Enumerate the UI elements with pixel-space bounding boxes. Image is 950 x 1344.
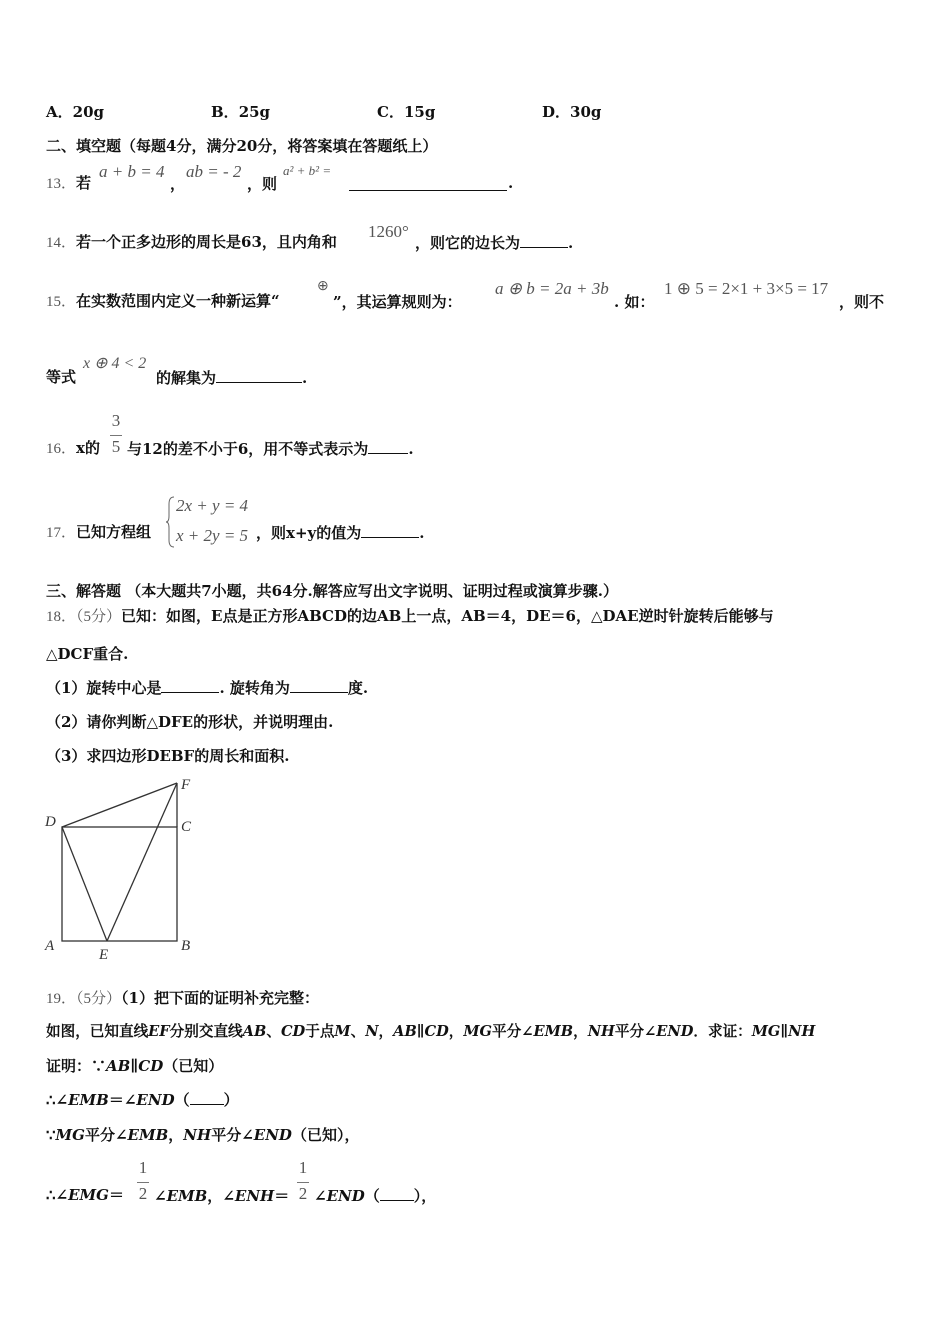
q17-answer-blank[interactable] <box>361 523 419 538</box>
q19-reason-blank-2[interactable] <box>380 1186 414 1201</box>
option-a: A．20g <box>46 103 105 121</box>
q17-equation-2: x + 2y = 5 <box>176 526 249 545</box>
question-15: 15．在实数范围内定义一种新运算“ <box>46 292 280 310</box>
section-2-title: 二、填空题（每题4分，满分20分，将答案填在答题纸上） <box>46 137 438 155</box>
q13-end: . <box>508 174 514 192</box>
label-e: E <box>99 947 109 963</box>
q17-equation-1: 2x + y = 4 <box>176 496 249 515</box>
q18-center-blank[interactable] <box>161 678 219 693</box>
square-figure <box>40 770 210 965</box>
q18-part-3: （3）求四边形DEBF的周长和面积. <box>46 747 290 765</box>
q13-eq2: ab = - 2 <box>186 162 242 181</box>
question-18-line2: △DCF重合. <box>46 645 129 663</box>
q15-inequality: x ⊕ 4 < 2 <box>83 355 147 372</box>
q13-sep: ， <box>170 175 186 193</box>
q19-proof-line-4b: ∠EMB，∠ENH＝ <box>154 1187 290 1205</box>
q16-text: 与12的差不小于6，用不等式表示为 . <box>127 440 414 458</box>
q16-frac-bar <box>110 435 122 436</box>
q17-brace <box>166 496 176 548</box>
segment-ef <box>107 783 177 941</box>
q16-frac-num: 3 <box>111 411 121 430</box>
q18-angle-blank[interactable] <box>290 678 348 693</box>
question-15-cont: 等式 <box>46 368 77 386</box>
q15-answer-blank[interactable] <box>216 368 302 383</box>
q19-reason-blank-1[interactable] <box>190 1090 224 1105</box>
q18-part-2: （2）请你判断△DFE的形状，并说明理由. <box>46 713 334 731</box>
square-abcd <box>62 827 177 941</box>
question-17: 17．已知方程组 <box>46 523 152 541</box>
q15-example-label: . 如： <box>614 293 655 311</box>
q19-frac-2-bar <box>297 1182 309 1183</box>
label-b: B <box>181 938 191 954</box>
q14-answer-blank[interactable] <box>520 233 568 248</box>
question-18: 18．（5分）已知：如图，E点是正方形ABCD的边AB上一点，AB＝4，DE＝6，△DAE逆时针旋转后能够与 <box>46 607 774 625</box>
section-3-title: 三、解答题 （本大题共7小题，共64分.解答应写出文字说明、证明过程或演算步骤.） <box>46 582 618 600</box>
q19-proof-line-1: 证明：∵AB∥CD（已知） <box>46 1057 224 1075</box>
q15-rule: a ⊕ b = 2a + 3b <box>495 279 609 298</box>
q15-then: ，则不 <box>839 293 885 311</box>
q19-frac-1-bar <box>137 1182 149 1183</box>
q19-proof-line-4c: ∠END（ ）， <box>314 1187 437 1205</box>
q13-answer-blank[interactable] <box>349 176 507 191</box>
label-c: C <box>181 819 192 835</box>
q19-proof-line-3: ∵MG平分∠EMB，NH平分∠END（已知）， <box>46 1126 360 1144</box>
q17-text: ，则x+y的值为 . <box>256 524 425 542</box>
q13-eq1: a + b = 4 <box>99 162 165 181</box>
q19-statement: 如图，已知直线EF分别交直线AB、CD于点M、N，AB∥CD，MG平分∠EMB，NH平分∠END．求证：MG∥NH <box>46 1023 816 1040</box>
q14-angle: 1260° <box>368 222 409 241</box>
q15-example: 1 ⊕ 5 = 2×1 + 3×5 = 17 <box>664 279 829 298</box>
q16-answer-blank[interactable] <box>368 439 408 454</box>
q19-frac-2-num: 1 <box>298 1158 308 1177</box>
question-19: 19．（5分）（1）把下面的证明补充完整： <box>46 989 319 1007</box>
q15-operator: ⊕ <box>317 279 329 294</box>
q13-then: ，则 <box>247 175 278 193</box>
label-f: F <box>181 777 191 793</box>
q19-frac-1-den: 2 <box>138 1184 148 1203</box>
q14-text2: ，则它的边长为 . <box>415 234 574 252</box>
q19-proof-line-4a: ∴∠EMG＝ <box>46 1186 124 1204</box>
option-c: C．15g <box>377 103 436 121</box>
q19-frac-2-den: 2 <box>298 1184 308 1203</box>
option-d: D．30g <box>542 103 602 121</box>
q16-frac-den: 5 <box>111 437 121 456</box>
segment-de <box>62 827 107 941</box>
option-b: B．25g <box>211 103 271 121</box>
q18-part-1: （1）旋转中心是 . 旋转角为 度. <box>46 679 369 697</box>
q19-frac-1-num: 1 <box>138 1158 148 1177</box>
question-14: 14．若一个正多边形的周长是63，且内角和 <box>46 233 337 251</box>
q15-rule-label: ”，其运算规则为： <box>333 293 462 311</box>
q15-solution-label: 的解集为 . <box>156 369 308 387</box>
label-d: D <box>45 814 56 830</box>
label-a: A <box>45 938 55 954</box>
q13-eq3: a² + b² = <box>283 163 332 178</box>
question-16: 16．x的 <box>46 439 100 457</box>
question-13: 13．若 <box>46 174 92 192</box>
q19-proof-line-2: ∴∠EMB＝∠END（ ） <box>46 1091 239 1109</box>
